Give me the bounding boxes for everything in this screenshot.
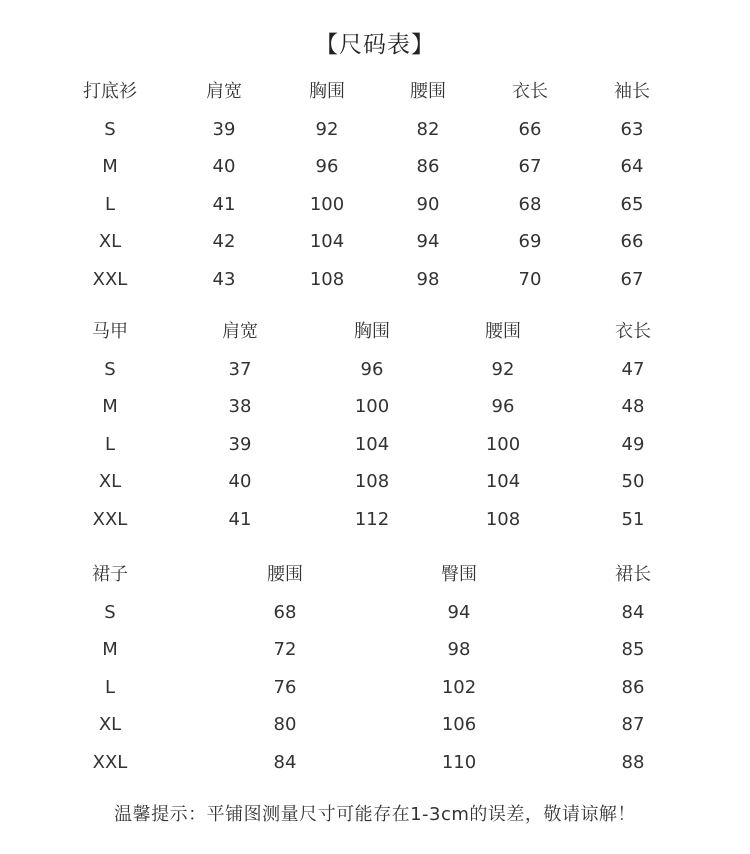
value-cell: 110: [441, 751, 477, 773]
table-header-row: [0, 73, 750, 111]
value-cell: 67: [518, 156, 542, 177]
value-cell: 43: [212, 268, 236, 290]
table-row: [0, 186, 750, 224]
size-chart-title: 【尺码表】: [315, 32, 435, 58]
value-cell: 68: [273, 601, 297, 623]
value-cell: 66: [620, 231, 644, 252]
value-cell: 86: [416, 156, 440, 177]
value-cell: 100: [309, 193, 345, 215]
header-cell: 胸围: [354, 321, 390, 342]
header-cell: 腰围: [410, 81, 446, 102]
value-cell: 108: [309, 268, 345, 290]
size-cell: XXL: [92, 508, 128, 530]
header-cell: 衣长: [615, 321, 651, 342]
value-cell: 40: [212, 156, 236, 177]
size-cell: L: [104, 193, 116, 215]
value-cell: 64: [620, 156, 644, 177]
value-cell: 41: [212, 193, 236, 215]
value-cell: 42: [212, 231, 236, 252]
header-cell: 臀围: [441, 564, 477, 585]
header-cell: 腰围: [485, 321, 521, 342]
value-cell: 69: [518, 231, 542, 252]
table-top: [0, 73, 750, 298]
value-cell: 50: [621, 471, 645, 492]
header-cell: 胸围: [309, 81, 345, 102]
size-cell: L: [104, 676, 116, 698]
value-cell: 112: [354, 508, 390, 530]
table-header-row: [0, 313, 750, 351]
size-cell: S: [104, 358, 116, 380]
size-cell: M: [102, 639, 118, 660]
table-skirt: [0, 556, 750, 781]
value-cell: 102: [441, 676, 477, 698]
value-cell: 63: [620, 118, 644, 140]
value-cell: 80: [273, 714, 297, 735]
size-cell: XL: [98, 714, 122, 735]
value-cell: 41: [228, 508, 252, 530]
value-cell: 96: [491, 396, 515, 417]
header-cell: 袖长: [614, 81, 650, 102]
table-row: [0, 223, 750, 261]
table-row: [0, 463, 750, 501]
measurement-note: 温馨提示：平铺图测量尺寸可能存在1-3cm的误差，敬请谅解！: [114, 804, 636, 825]
header-cell: 衣长: [512, 81, 548, 102]
header-cell: 腰围: [267, 564, 303, 585]
table-row: [0, 706, 750, 744]
table-row: [0, 631, 750, 669]
value-cell: 84: [621, 601, 645, 623]
value-cell: 38: [228, 396, 252, 417]
value-cell: 82: [416, 118, 440, 140]
value-cell: 37: [228, 358, 252, 380]
table-header-row: [0, 556, 750, 594]
value-cell: 96: [315, 156, 339, 177]
size-cell: XL: [98, 471, 122, 492]
table-vest: [0, 313, 750, 538]
value-cell: 67: [620, 268, 644, 290]
value-cell: 88: [621, 751, 645, 773]
value-cell: 72: [273, 639, 297, 660]
value-cell: 100: [354, 396, 390, 417]
size-cell: S: [104, 601, 116, 623]
header-cell: 裙长: [615, 564, 651, 585]
value-cell: 51: [621, 508, 645, 530]
header-cell: 肩宽: [222, 321, 258, 342]
size-cell: M: [102, 396, 118, 417]
header-cell: 马甲: [92, 321, 128, 342]
value-cell: 84: [273, 751, 297, 773]
header-cell: 裙子: [92, 564, 128, 585]
table-row: [0, 261, 750, 299]
value-cell: 68: [518, 193, 542, 215]
value-cell: 66: [518, 118, 542, 140]
table-row: [0, 744, 750, 782]
table-row: [0, 148, 750, 186]
table-row: [0, 594, 750, 632]
value-cell: 106: [441, 714, 477, 735]
value-cell: 92: [491, 358, 515, 380]
value-cell: 108: [354, 471, 390, 492]
value-cell: 94: [416, 231, 440, 252]
value-cell: 86: [621, 676, 645, 698]
value-cell: 87: [621, 714, 645, 735]
table-row: [0, 388, 750, 426]
table-row: [0, 351, 750, 389]
value-cell: 104: [485, 471, 521, 492]
size-cell: XXL: [92, 751, 128, 773]
size-cell: M: [102, 156, 118, 177]
value-cell: 76: [273, 676, 297, 698]
table-row: [0, 669, 750, 707]
table-row: [0, 501, 750, 539]
value-cell: 104: [354, 433, 390, 455]
size-cell: S: [104, 118, 116, 140]
size-cell: L: [104, 433, 116, 455]
value-cell: 70: [518, 268, 542, 290]
value-cell: 39: [228, 433, 252, 455]
value-cell: 98: [416, 268, 440, 290]
value-cell: 85: [621, 639, 645, 660]
value-cell: 65: [620, 193, 644, 215]
value-cell: 40: [228, 471, 252, 492]
table-row: [0, 426, 750, 464]
header-cell: 打底衫: [83, 81, 137, 102]
value-cell: 104: [309, 231, 345, 252]
header-cell: 肩宽: [206, 81, 242, 102]
value-cell: 47: [621, 358, 645, 380]
value-cell: 96: [360, 358, 384, 380]
value-cell: 48: [621, 396, 645, 417]
table-row: [0, 111, 750, 149]
value-cell: 108: [485, 508, 521, 530]
value-cell: 94: [447, 601, 471, 623]
value-cell: 39: [212, 118, 236, 140]
size-cell: XL: [98, 231, 122, 252]
value-cell: 49: [621, 433, 645, 455]
value-cell: 98: [447, 639, 471, 660]
value-cell: 90: [416, 193, 440, 215]
value-cell: 100: [485, 433, 521, 455]
value-cell: 92: [315, 118, 339, 140]
size-cell: XXL: [92, 268, 128, 290]
